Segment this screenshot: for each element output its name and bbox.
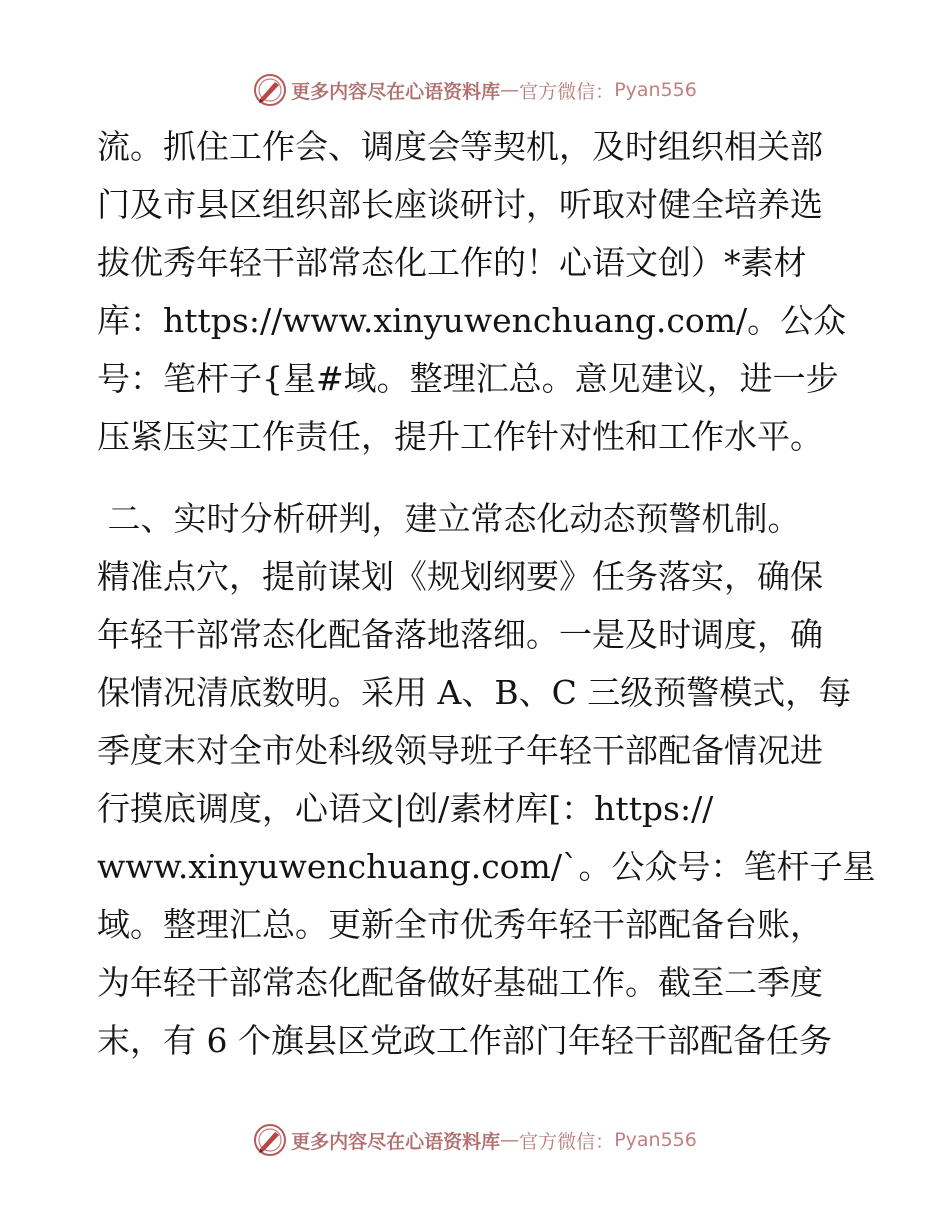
body-line: 库：https://www.xinyuwenchuang.com/。公众 — [97, 301, 847, 340]
footer-wechat-id: Pyan556 — [614, 1129, 697, 1151]
body-line: www.xinyuwenchuang.com/`。公众号：笔杆子星 — [97, 847, 876, 886]
document-body — [97, 118, 876, 1070]
header-separator: — — [500, 79, 520, 101]
header-brand-text: 更多内容尽在心语资料库 — [291, 80, 501, 103]
pen-logo-icon — [253, 1123, 287, 1157]
body-line: 号：笔杆子{星#域。整理汇总。意见建议，进一步 — [97, 359, 839, 398]
footer-watermark — [0, 1122, 950, 1158]
body-line: 季度末对全市处科级领导班子年轻干部配备情况进 — [97, 731, 823, 770]
body-line: 年轻干部常态化配备落地落细。一是及时调度，确 — [97, 615, 823, 654]
footer-separator: — — [500, 1129, 520, 1151]
pen-logo-icon — [253, 73, 287, 107]
body-line: 流。抓住工作会、调度会等契机，及时组织相关部 — [97, 127, 823, 166]
header-wechat-label: 官方微信： — [519, 80, 615, 103]
section-heading: 二、实时分析研判，建立常态化动态预警机制。 — [97, 499, 801, 538]
body-line: 拔优秀年轻干部常态化工作的！心语文创）*素材 — [97, 243, 807, 282]
header-watermark — [0, 72, 950, 108]
body-line: 末，有 6 个旗县区党政工作部门年轻干部配备任务 — [97, 1021, 832, 1060]
footer-wechat-label: 官方微信： — [519, 1130, 615, 1153]
body-line: 精准点穴，提前谋划《规划纲要》任务落实，确保 — [97, 557, 823, 596]
body-line: 保情况清底数明。采用 A、B、C 三级预警模式，每 — [97, 673, 852, 712]
footer-brand-text: 更多内容尽在心语资料库 — [291, 1130, 501, 1153]
body-line: 行摸底调度，心语文|创/素材库[：https:// — [97, 789, 714, 828]
body-line: 为年轻干部常态化配备做好基础工作。截至二季度 — [97, 963, 823, 1002]
body-line: 压紧压实工作责任，提升工作针对性和工作水平。 — [97, 417, 823, 456]
body-line: 域。整理汇总。更新全市优秀年轻干部配备台账， — [97, 905, 823, 944]
body-line: 门及市县区组织部长座谈研讨，听取对健全培养选 — [97, 185, 823, 224]
header-wechat-id: Pyan556 — [614, 79, 697, 101]
